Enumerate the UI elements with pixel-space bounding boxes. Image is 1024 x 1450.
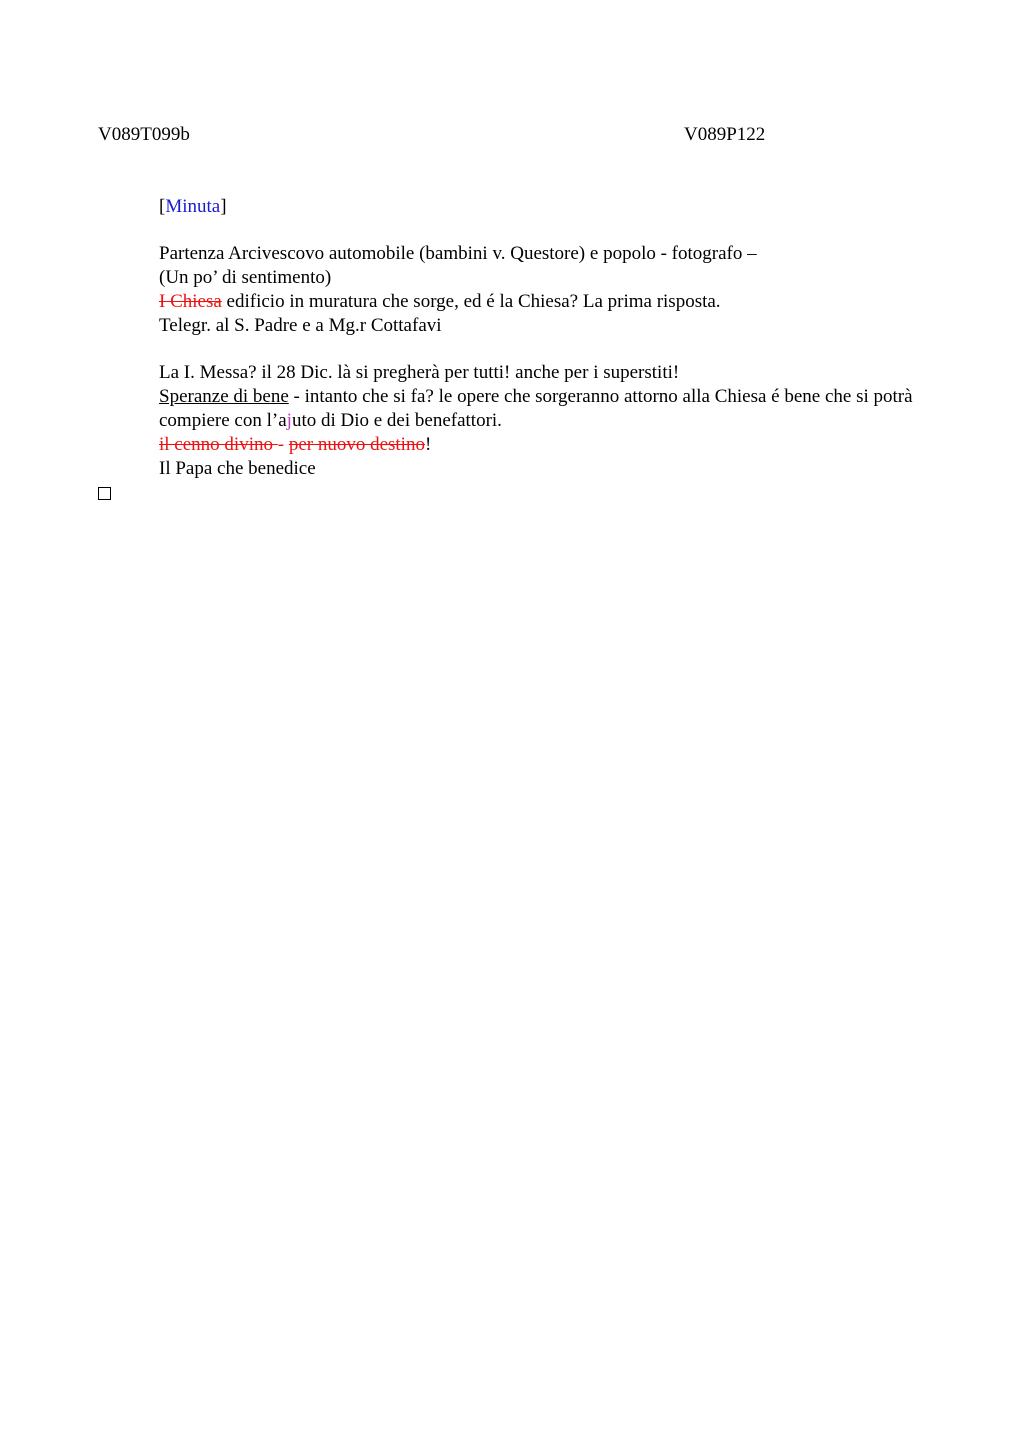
checkbox-row <box>98 481 928 505</box>
minuta-label-line <box>98 195 928 219</box>
inserted-letter: j <box>286 410 292 431</box>
document-code-right: V089P122 <box>684 124 766 145</box>
text-segment: - intanto che si fa? le opere che sorgeranno attorno alla Chiesa é bene che si potrà compiere con l’a <box>159 386 913 431</box>
struck-text: per nuovo destino <box>288 434 425 455</box>
spacer <box>98 219 928 242</box>
struck-text: I Chiesa <box>159 291 222 312</box>
document-body <box>98 195 928 505</box>
text-line-4: Telegr. al S. Padre e a Mg.r Cottafavi <box>159 315 442 336</box>
text-line-1: Partenza Arcivescovo automobile (bambini v. Questore) e popolo - fotografo – <box>159 243 757 264</box>
struck-text: il cenno divino <box>159 434 278 455</box>
bracket-close: ] <box>220 196 227 217</box>
text-line-7 <box>98 433 928 457</box>
minuta-label: Minuta <box>165 196 221 217</box>
underlined-text: Speranze di bene <box>159 386 289 407</box>
text-line-8: Il Papa che benedice <box>159 458 316 479</box>
text-line-5: La I. Messa? il 28 Dic. là si pregherà per tutti! anche per i superstiti! <box>159 362 680 383</box>
text-segment: uto di Dio e dei benefattori. <box>291 410 502 431</box>
text-segment: edificio in muratura che sorge, ed é la Chiesa? La prima risposta. <box>221 291 721 312</box>
document-code-left: V089T099b <box>98 124 190 145</box>
text-line-3 <box>98 290 928 314</box>
checkbox-square[interactable] <box>98 487 111 500</box>
red-dash: - <box>277 434 289 455</box>
text-paragraph <box>98 385 928 433</box>
text-line-2: (Un po’ di sentimento) <box>159 267 332 288</box>
bracket-open: [ <box>159 196 166 217</box>
text-segment: ! <box>424 434 432 455</box>
spacer <box>98 338 928 361</box>
